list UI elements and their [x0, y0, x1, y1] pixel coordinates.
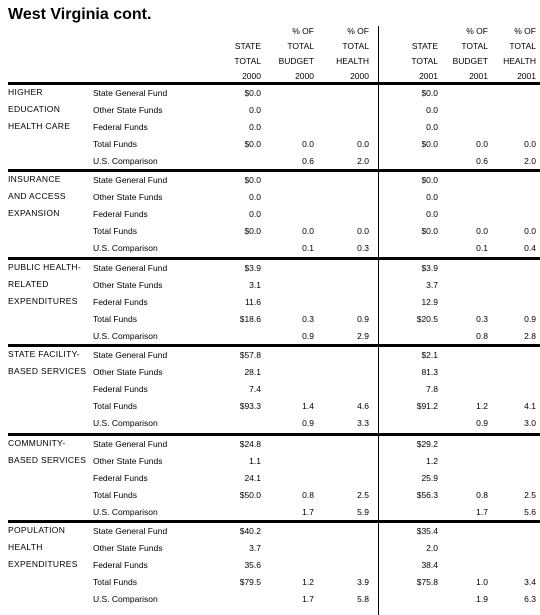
table-cell: 81.3 [421, 367, 438, 377]
category-label-line: HIGHER [8, 87, 43, 97]
row-label: U.S. Comparison [93, 331, 158, 341]
table-cell: 0.0 [249, 105, 261, 115]
category-label-line: RELATED [8, 279, 49, 289]
column-header-line: TOTAL [461, 41, 488, 51]
table-cell: 2.9 [357, 331, 369, 341]
table-cell: 1.7 [476, 507, 488, 517]
table-cell: 3.9 [357, 577, 369, 587]
table-cell: 0.3 [476, 314, 488, 324]
category-label-line: HEALTH CARE [8, 121, 71, 131]
table-cell: 0.3 [357, 243, 369, 253]
column-header-line: STATE [411, 41, 438, 51]
column-header-line: HEALTH [503, 56, 536, 66]
table-cell: 0.0 [524, 139, 536, 149]
table-cell: 0.1 [302, 243, 314, 253]
table-cell: 0.0 [426, 122, 438, 132]
row-label: State General Fund [93, 88, 168, 98]
row-label: Other State Funds [93, 543, 163, 553]
table-cell: 3.4 [524, 577, 536, 587]
table-cell: 3.7 [426, 280, 438, 290]
category-label-line: EXPENDITURES [8, 559, 78, 569]
row-label: Other State Funds [93, 192, 163, 202]
table-cell: $0.0 [421, 226, 438, 236]
table-cell: 2.5 [357, 490, 369, 500]
table-cell: 3.1 [249, 280, 261, 290]
row-label: State General Fund [93, 175, 168, 185]
category-label-line: COMMUNITY- [8, 438, 66, 448]
table-cell: 0.0 [249, 192, 261, 202]
column-header [309, 24, 369, 84]
column-header-line: 2000 [242, 71, 261, 81]
table-cell: 2.8 [524, 331, 536, 341]
table-cell: 1.4 [302, 401, 314, 411]
section-rule [8, 257, 540, 260]
column-header-line: 2001 [419, 71, 438, 81]
column-header-line: TOTAL [287, 41, 314, 51]
table-cell: 1.2 [302, 577, 314, 587]
column-header-line: TOTAL [342, 41, 369, 51]
table-cell: 1.7 [302, 594, 314, 604]
table-cell: 1.2 [426, 456, 438, 466]
table-cell: 3.0 [524, 418, 536, 428]
table-cell: 0.0 [357, 226, 369, 236]
row-label: Federal Funds [93, 384, 148, 394]
table-cell: $79.5 [239, 577, 261, 587]
row-label: U.S. Comparison [93, 156, 158, 166]
table-cell: $57.8 [239, 350, 261, 360]
table-cell: 0.0 [302, 226, 314, 236]
table-cell: $0.0 [244, 175, 261, 185]
section-rule [8, 169, 540, 172]
table-cell: $0.0 [244, 88, 261, 98]
column-header-line: BUDGET [452, 56, 488, 66]
category-label-line: AND ACCESS [8, 191, 66, 201]
table-cell: $56.3 [416, 490, 438, 500]
table-cell: 0.0 [249, 122, 261, 132]
row-label: Federal Funds [93, 122, 148, 132]
table-cell: 0.1 [476, 243, 488, 253]
column-header-line: 2000 [295, 71, 314, 81]
table-cell: 5.8 [357, 594, 369, 604]
year-divider [378, 26, 379, 615]
category-label-line: STATE FACILITY- [8, 349, 80, 359]
table-cell: $0.0 [421, 88, 438, 98]
column-header-line: TOTAL [234, 56, 261, 66]
table-cell: 0.9 [302, 331, 314, 341]
table-cell: $40.2 [239, 526, 261, 536]
section-rule [8, 344, 540, 347]
table-cell: 3.3 [357, 418, 369, 428]
row-label: Federal Funds [93, 473, 148, 483]
table-cell: 0.0 [524, 226, 536, 236]
column-header-line: 2001 [469, 71, 488, 81]
table-cell: 0.9 [524, 314, 536, 324]
table-cell: $18.6 [239, 314, 261, 324]
row-label: Federal Funds [93, 560, 148, 570]
table-cell: 11.6 [245, 297, 261, 307]
category-label-line: PUBLIC HEALTH- [8, 262, 82, 272]
category-label [8, 171, 66, 222]
row-label: State General Fund [93, 263, 168, 273]
table-cell: 0.9 [302, 418, 314, 428]
table-cell: 1.1 [249, 456, 261, 466]
row-label: U.S. Comparison [93, 594, 158, 604]
table-cell: 4.6 [357, 401, 369, 411]
section-rule [8, 520, 540, 523]
table-cell: 28.1 [244, 367, 261, 377]
column-header [201, 24, 261, 84]
table-cell: 2.0 [524, 156, 536, 166]
category-label [8, 259, 81, 310]
row-label: Other State Funds [93, 280, 163, 290]
table-cell: 0.0 [426, 192, 438, 202]
table-cell: 0.8 [302, 490, 314, 500]
table-cell: $2.1 [421, 350, 438, 360]
table-cell: 35.6 [244, 560, 261, 570]
table-cell: 0.4 [524, 243, 536, 253]
table-cell: 0.0 [476, 139, 488, 149]
category-label-line: BASED SERVICES [8, 455, 87, 465]
table-cell: 1.0 [476, 577, 488, 587]
table-cell: $91.2 [416, 401, 438, 411]
row-label: Federal Funds [93, 209, 148, 219]
category-label [8, 346, 86, 380]
category-label-line: POPULATION [8, 525, 66, 535]
row-label: State General Fund [93, 439, 168, 449]
table-cell: 6.3 [524, 594, 536, 604]
column-header-line: BUDGET [278, 56, 314, 66]
table-cell: 0.0 [357, 139, 369, 149]
page-title: West Virginia cont. [8, 6, 152, 23]
row-label: Total Funds [93, 314, 137, 324]
table-cell: $20.5 [416, 314, 438, 324]
table-cell: 0.3 [302, 314, 314, 324]
row-label: Federal Funds [93, 297, 148, 307]
row-label: State General Fund [93, 350, 168, 360]
table-cell: 1.2 [476, 401, 488, 411]
table-cell: $50.0 [239, 490, 261, 500]
table-cell: 24.1 [244, 473, 261, 483]
category-label-line: INSURANCE [8, 174, 61, 184]
row-label: Total Funds [93, 139, 137, 149]
row-label: Other State Funds [93, 367, 163, 377]
table-cell: 38.4 [421, 560, 438, 570]
category-label [8, 435, 86, 469]
category-label-line: EDUCATION [8, 104, 61, 114]
column-header-line: 2000 [350, 71, 369, 81]
category-label-line: EXPENDITURES [8, 296, 78, 306]
row-label: Total Funds [93, 401, 137, 411]
category-label [8, 84, 70, 135]
category-label-line: HEALTH [8, 542, 43, 552]
column-header-line: TOTAL [509, 41, 536, 51]
table-cell: $3.9 [244, 263, 261, 273]
table-cell: 12.9 [421, 297, 438, 307]
table-cell: $35.4 [416, 526, 438, 536]
row-label: Other State Funds [93, 105, 163, 115]
section-rule [8, 433, 540, 436]
table-cell: $3.9 [421, 263, 438, 273]
table-cell: $29.2 [416, 439, 438, 449]
table-cell: 0.0 [426, 105, 438, 115]
table-cell: 3.7 [249, 543, 261, 553]
column-header [476, 24, 536, 84]
column-header-line: 2001 [517, 71, 536, 81]
column-header [254, 24, 314, 84]
table-cell: $24.8 [239, 439, 261, 449]
table-cell: 0.0 [476, 226, 488, 236]
row-label: Total Funds [93, 577, 137, 587]
table-cell: 7.8 [426, 384, 438, 394]
column-header-line: TOTAL [411, 56, 438, 66]
table-cell: $0.0 [421, 175, 438, 185]
table-cell: $0.0 [244, 139, 261, 149]
table-cell: $0.0 [244, 226, 261, 236]
table-cell: 0.6 [302, 156, 314, 166]
row-label: U.S. Comparison [93, 243, 158, 253]
row-label: Other State Funds [93, 456, 163, 466]
category-label-line: BASED SERVICES [8, 366, 87, 376]
column-header-line: % OF [292, 26, 314, 36]
table-cell: 7.4 [249, 384, 261, 394]
table-cell: $75.8 [416, 577, 438, 587]
row-label: State General Fund [93, 526, 168, 536]
table-cell: $93.3 [239, 401, 261, 411]
column-header-line: STATE [234, 41, 261, 51]
table-cell: 5.9 [357, 507, 369, 517]
section-rule [8, 82, 540, 85]
table-cell: 1.9 [476, 594, 488, 604]
category-label-line: EXPANSION [8, 208, 60, 218]
table-cell: 2.0 [357, 156, 369, 166]
table-cell: 4.1 [524, 401, 536, 411]
table-cell: 1.7 [302, 507, 314, 517]
table-cell: 0.9 [357, 314, 369, 324]
row-label: Total Funds [93, 226, 137, 236]
table-cell: 0.8 [476, 331, 488, 341]
row-label: U.S. Comparison [93, 418, 158, 428]
table-cell: 0.8 [476, 490, 488, 500]
column-header-line: HEALTH [336, 56, 369, 66]
table-cell: 5.6 [524, 507, 536, 517]
table-cell: 0.9 [476, 418, 488, 428]
table-cell: 2.5 [524, 490, 536, 500]
column-header-line: % OF [347, 26, 369, 36]
table-cell: 0.0 [426, 209, 438, 219]
column-header-line: % OF [514, 26, 536, 36]
table-cell: 0.0 [302, 139, 314, 149]
row-label: U.S. Comparison [93, 507, 158, 517]
table-cell: 25.9 [421, 473, 438, 483]
table-cell: 0.6 [476, 156, 488, 166]
category-label [8, 522, 78, 573]
column-header-line: % OF [466, 26, 488, 36]
table-cell: 2.0 [426, 543, 438, 553]
table-cell: $0.0 [421, 139, 438, 149]
row-label: Total Funds [93, 490, 137, 500]
table-cell: 0.0 [249, 209, 261, 219]
